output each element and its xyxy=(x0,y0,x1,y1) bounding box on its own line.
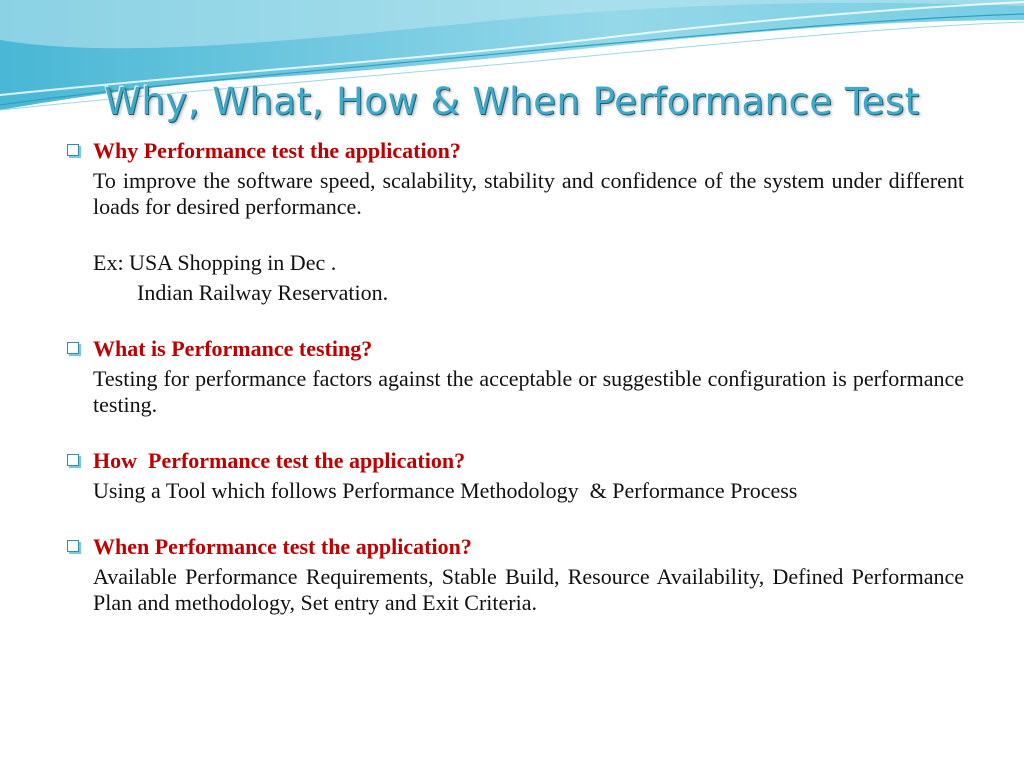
example-line-2: Indian Railway Reservation. xyxy=(137,280,389,305)
question-what-text: What is Performance testing? xyxy=(93,336,373,361)
hollow-square-bullet-icon xyxy=(67,454,79,466)
slide-body xyxy=(62,138,964,646)
answer-how: Using a Tool which follows Performance Methodology & Performance Process xyxy=(93,478,798,503)
question-how xyxy=(62,448,964,474)
section-when xyxy=(62,534,964,616)
answer-what: Testing for performance factors against the acceptable or suggestible configuration is performance testing. xyxy=(93,366,964,417)
answer-when: Available Performance Requirements, Stable Build, Resource Availability, Defined Performance Plan and methodology, Set entry and Exit Criteria. xyxy=(93,564,964,615)
question-when xyxy=(62,534,964,560)
question-what xyxy=(62,336,964,362)
hollow-square-bullet-icon xyxy=(67,342,79,354)
question-how-text: How Performance test the application? xyxy=(93,448,466,473)
answer-why: To improve the software speed, scalability, stability and confidence of the system under different loads for desired performance. xyxy=(93,168,964,219)
section-why xyxy=(62,138,964,306)
example-line-1: Ex: USA Shopping in Dec . xyxy=(93,250,337,275)
section-what xyxy=(62,336,964,418)
question-why xyxy=(62,138,964,164)
slide-title: Why, What, How & When Performance Test xyxy=(104,80,920,123)
hollow-square-bullet-icon xyxy=(67,144,79,156)
hollow-square-bullet-icon xyxy=(67,540,79,552)
section-how xyxy=(62,448,964,504)
question-when-text: When Performance test the application? xyxy=(93,534,472,559)
question-why-text: Why Performance test the application? xyxy=(93,138,461,163)
